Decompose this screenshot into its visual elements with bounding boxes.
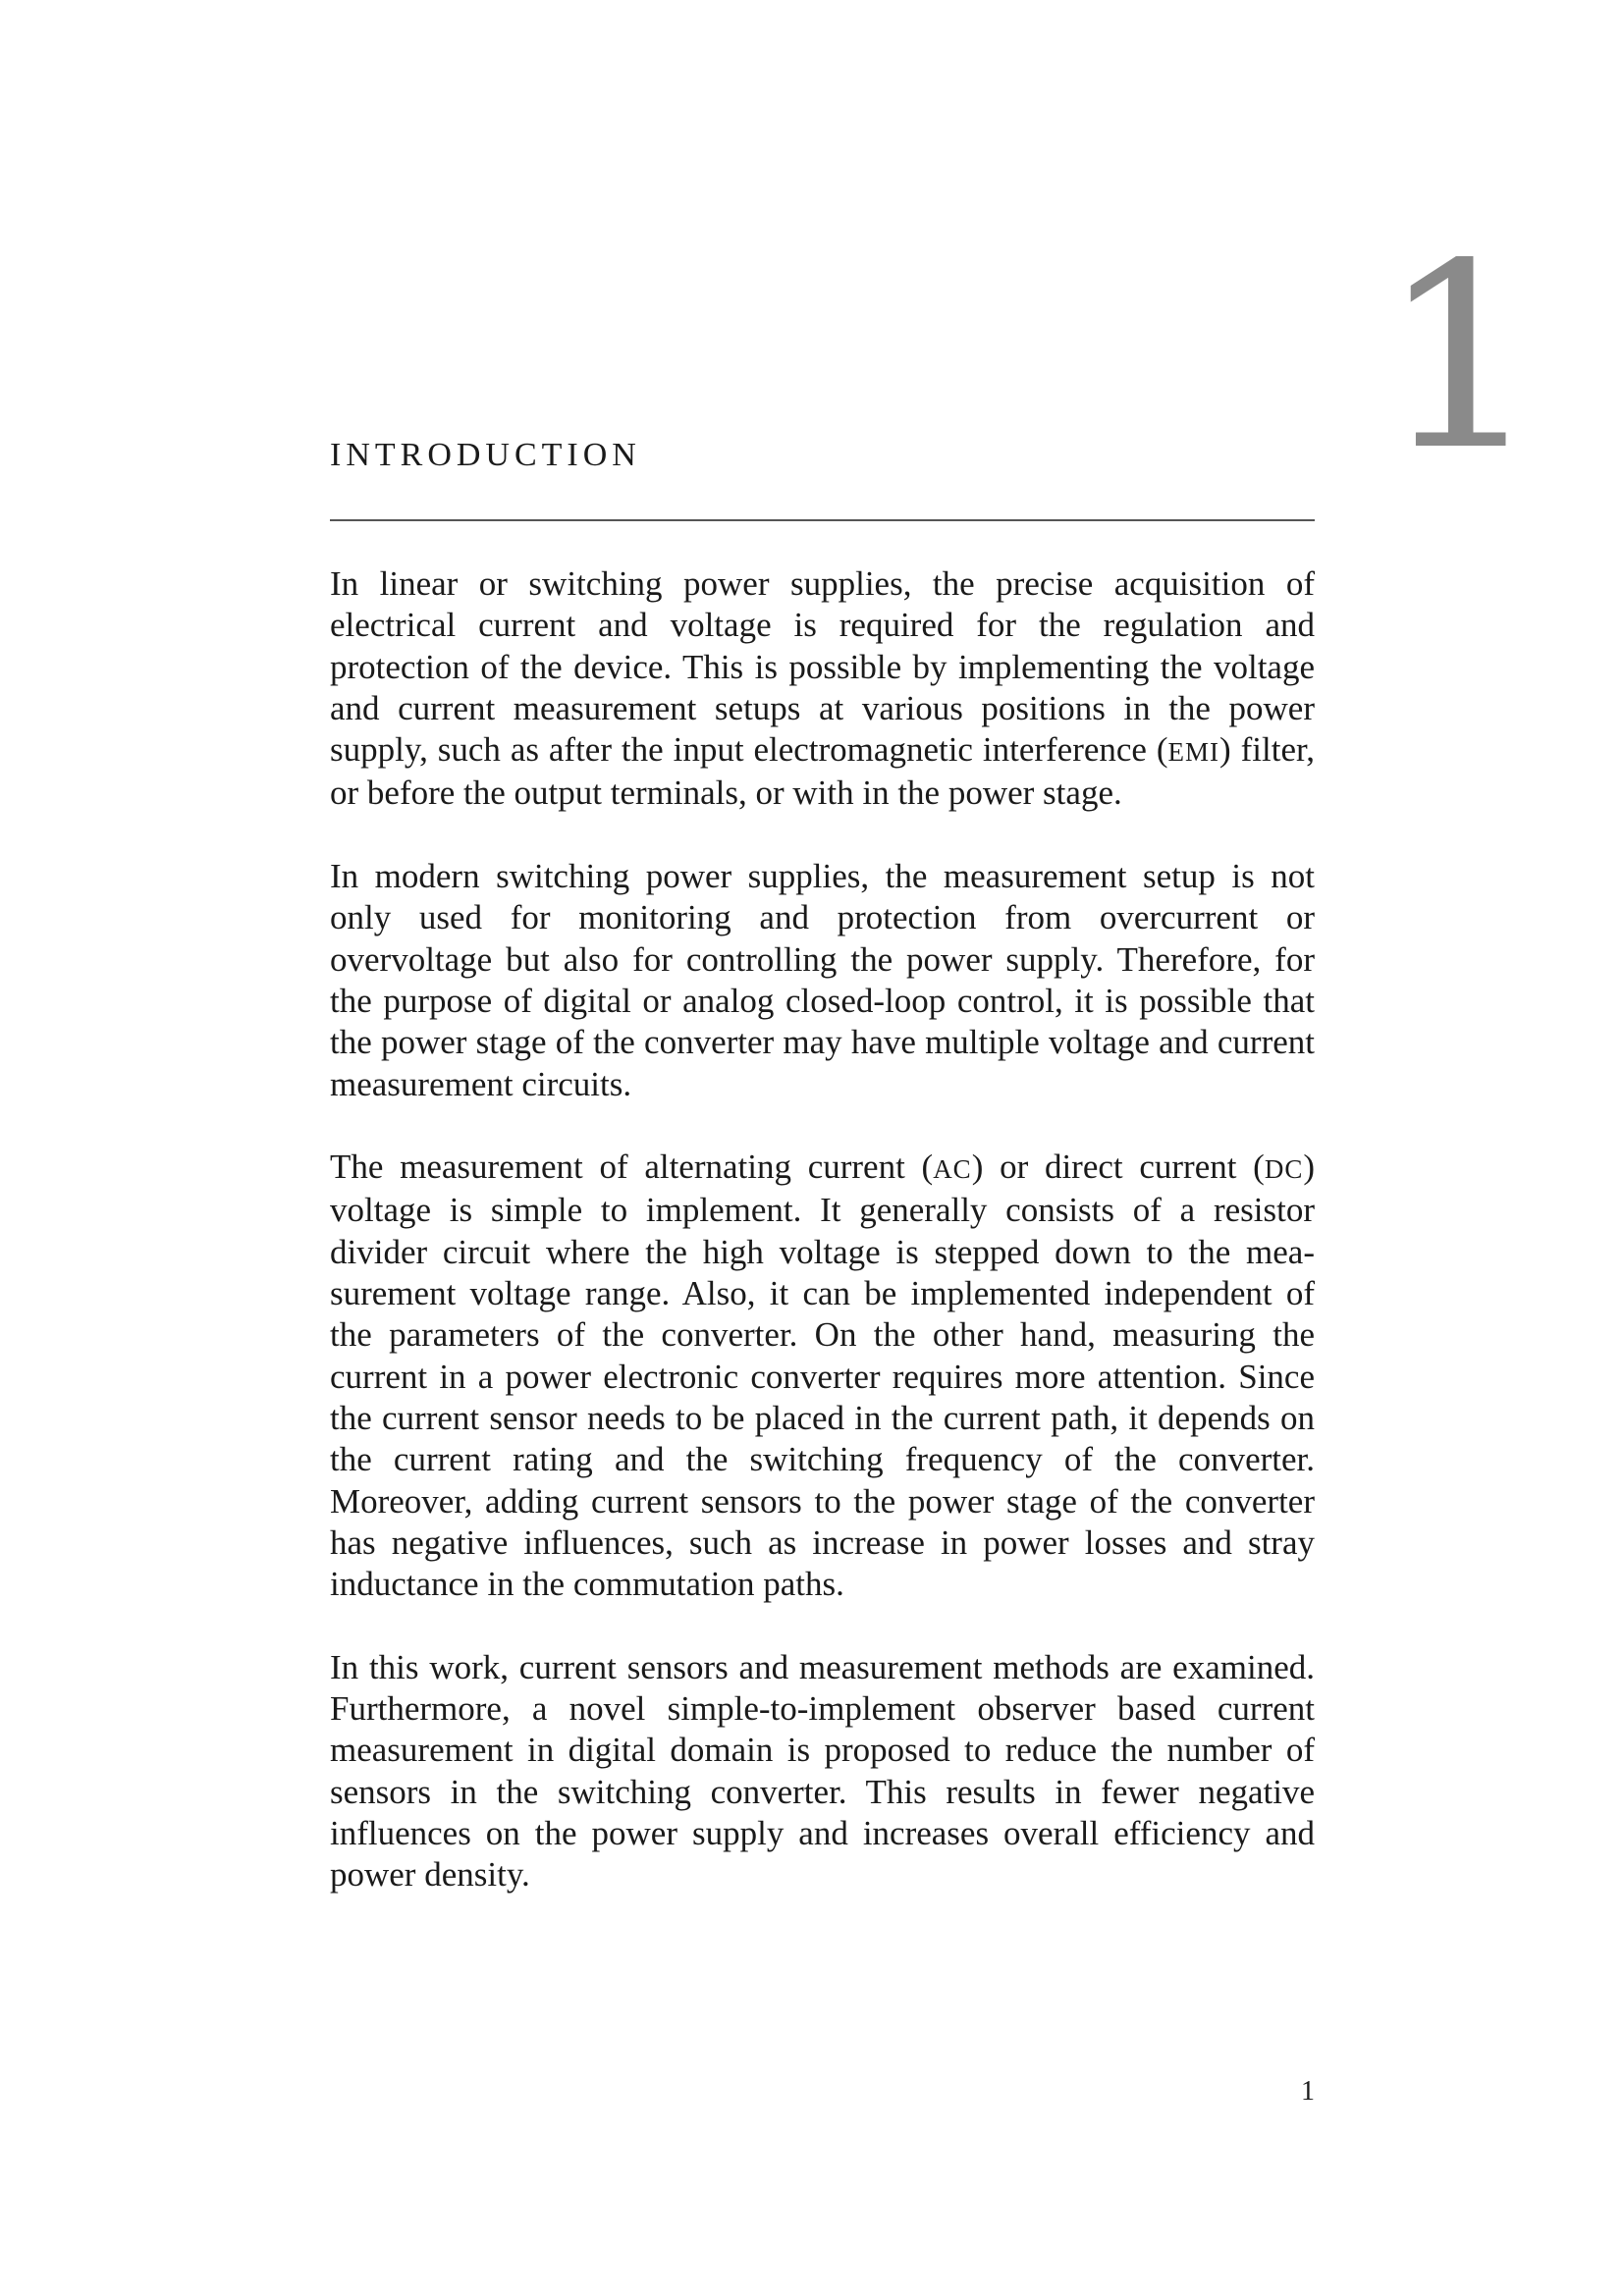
body-text <box>330 563 1315 1938</box>
title-divider <box>330 519 1315 521</box>
paragraph-1 <box>330 563 1315 815</box>
paragraph-4: In this work, current sensors and measurement methods are examined. Furthermore, a novel simple-to-implement observer based current measurement in digital domain is proposed to reduce the number of sensors in the switching converter. This results in fewer negative influences on the power supply and increases overall efficiency and power density. <box>330 1647 1315 1895</box>
abbreviation-ac: AC <box>933 1154 972 1185</box>
paragraph-3 <box>330 1147 1315 1605</box>
chapter-number: 1 <box>1380 210 1543 507</box>
paragraph-2: In modern switching power supplies, the measurement setup is not only used for monitoring and protection from overcurrent or overvoltage but also for controlling the power supply. Therefore, for the purpose of digital or analog closed-loop control, it is possible that the power stage of the converter may have multiple voltage and current measurement circuits. <box>330 857 1315 1103</box>
page-number: 1 <box>1301 2076 1315 2107</box>
paragraph-text: ) filter, or before the output terminals, or with in the power stage. <box>330 730 1315 813</box>
paragraph-text: ) or direct current ( <box>971 1148 1265 1187</box>
paragraph-text: The measurement of alternating current ( <box>330 1148 934 1187</box>
paragraph-text: ) voltage is simple to implement. It generally consists of a resistor divider circuit where the high voltage is stepped down to the measurement voltage range. Also, it can be implemented independent of the parameters of the converter. On the other hand, measuring the current in a power electronic converter requires more attention. Since the current sensor needs to be placed in the current path, it depends on the current rating and the switching frequency of the converter. Moreover, adding current sensors to the power stage of the converter has negative influences, such as increase in power losses and stray inductance in the commutation paths. <box>330 1148 1315 1604</box>
abbreviation-dc: DC <box>1264 1154 1304 1185</box>
paragraph-text: In linear or switching power supplies, the precise acquisition of electrical current and voltage is required for the regulation and protection of the device. This is possible by implementing the voltage and current measurement setups at various positions in the power supply, such as after the input electromagnetic interference ( <box>330 564 1315 770</box>
chapter-title: INTRODUCTION <box>330 437 641 473</box>
abbreviation-emi: EMI <box>1167 737 1220 768</box>
